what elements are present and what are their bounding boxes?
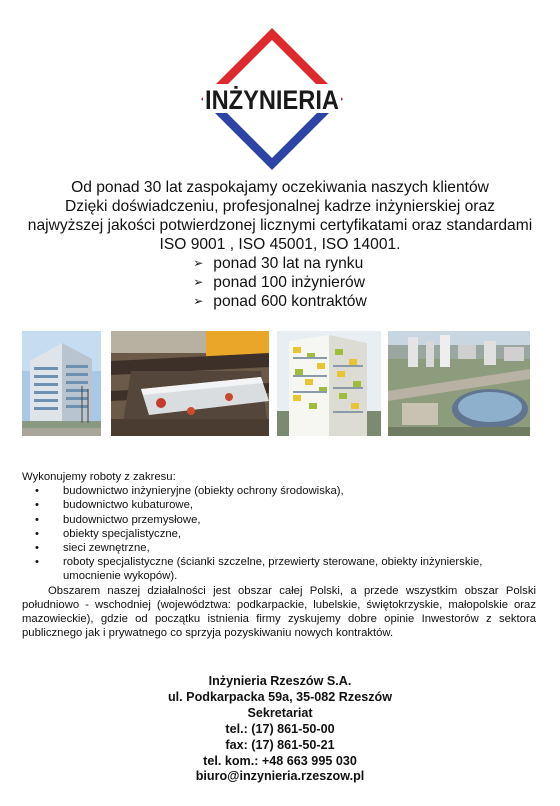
- list-item: • budownictwo kubaturowe,: [22, 498, 536, 512]
- contact-block: [0, 674, 560, 785]
- bullet-item: ➢ ponad 30 lat na rynku: [193, 255, 364, 272]
- scope-paragraph: Obszarem naszej działalności jest obszar całej Polski, a przede wszystkim obszar Polski południowo - wschodniej (województwa: podkarpackie, lubelskie, świętokrzyskie, małopolskie oraz mazowieckie), gdzie od początku istnienia firmy zyskujemy dobre opinie Inwestorów z sektora publicznego jak i prywatnego co sprzyja pozyskiwaniu nowych kontraktów.: [22, 584, 536, 640]
- email-address: biuro@inzynieria.rzeszow.pl: [195, 769, 365, 784]
- scope-heading: Wykonujemy roboty z zakresu:: [22, 471, 176, 483]
- logo-text: INŻYNIERIA: [205, 85, 339, 115]
- colorful-apartment-tower-photo: [277, 331, 381, 436]
- list-item: • sieci zewnętrzne,: [22, 541, 536, 555]
- company-name: Inżynieria Rzeszów S.A.: [208, 674, 352, 688]
- phone-number: tel.: (17) 861-50-00: [225, 721, 335, 736]
- intro-line: ISO 9001 , ISO 45001, ISO 14001.: [159, 236, 401, 253]
- scope-section: [22, 470, 536, 640]
- photo-strip: [22, 331, 530, 436]
- intro-line: Od ponad 30 lat zaspokajamy oczekiwania naszych klientów: [71, 179, 489, 196]
- arrow-bullet-icon: ➢: [193, 275, 204, 289]
- intro-bullets: [193, 254, 366, 311]
- pipeline-construction-photo: [111, 331, 269, 436]
- aerial-city-construction-photo: [388, 331, 530, 436]
- bullet-item: ➢ ponad 100 inżynierów: [193, 274, 365, 291]
- company-address: ul. Podkarpacka 59a, 35-082 Rzeszów: [167, 689, 392, 704]
- mobile-number: tel. kom.: +48 663 995 030: [203, 753, 357, 768]
- scope-list: [22, 484, 536, 583]
- arrow-bullet-icon: ➢: [193, 294, 204, 308]
- list-item: • budownictwo przemysłowe,: [22, 513, 536, 527]
- list-item: • roboty specjalistyczne (ścianki szczelne, przewierty sterowane, obiekty inżynierskie, umocnienie wykopów).: [22, 555, 536, 583]
- intro-section: [10, 178, 550, 311]
- department-label: Sekretariat: [247, 705, 313, 720]
- arrow-bullet-icon: ➢: [193, 256, 204, 270]
- intro-line: Dzięki doświadczeniu, profesjonalnej kadrze inżynierskiej oraz: [65, 198, 495, 215]
- company-logo: [199, 26, 345, 172]
- office-building-photo: [22, 331, 101, 436]
- intro-line: najwyższej jakości potwierdzonej licznymi certyfikatami oraz standardami: [27, 217, 533, 234]
- bullet-item: ➢ ponad 600 kontraktów: [193, 293, 367, 310]
- logo-area: [0, 0, 560, 175]
- list-item: • budownictwo inżynieryjne (obiekty ochrony środowiska),: [22, 484, 536, 498]
- list-item: • obiekty specjalistyczne,: [22, 527, 536, 541]
- fax-number: fax: (17) 861-50-21: [225, 737, 335, 752]
